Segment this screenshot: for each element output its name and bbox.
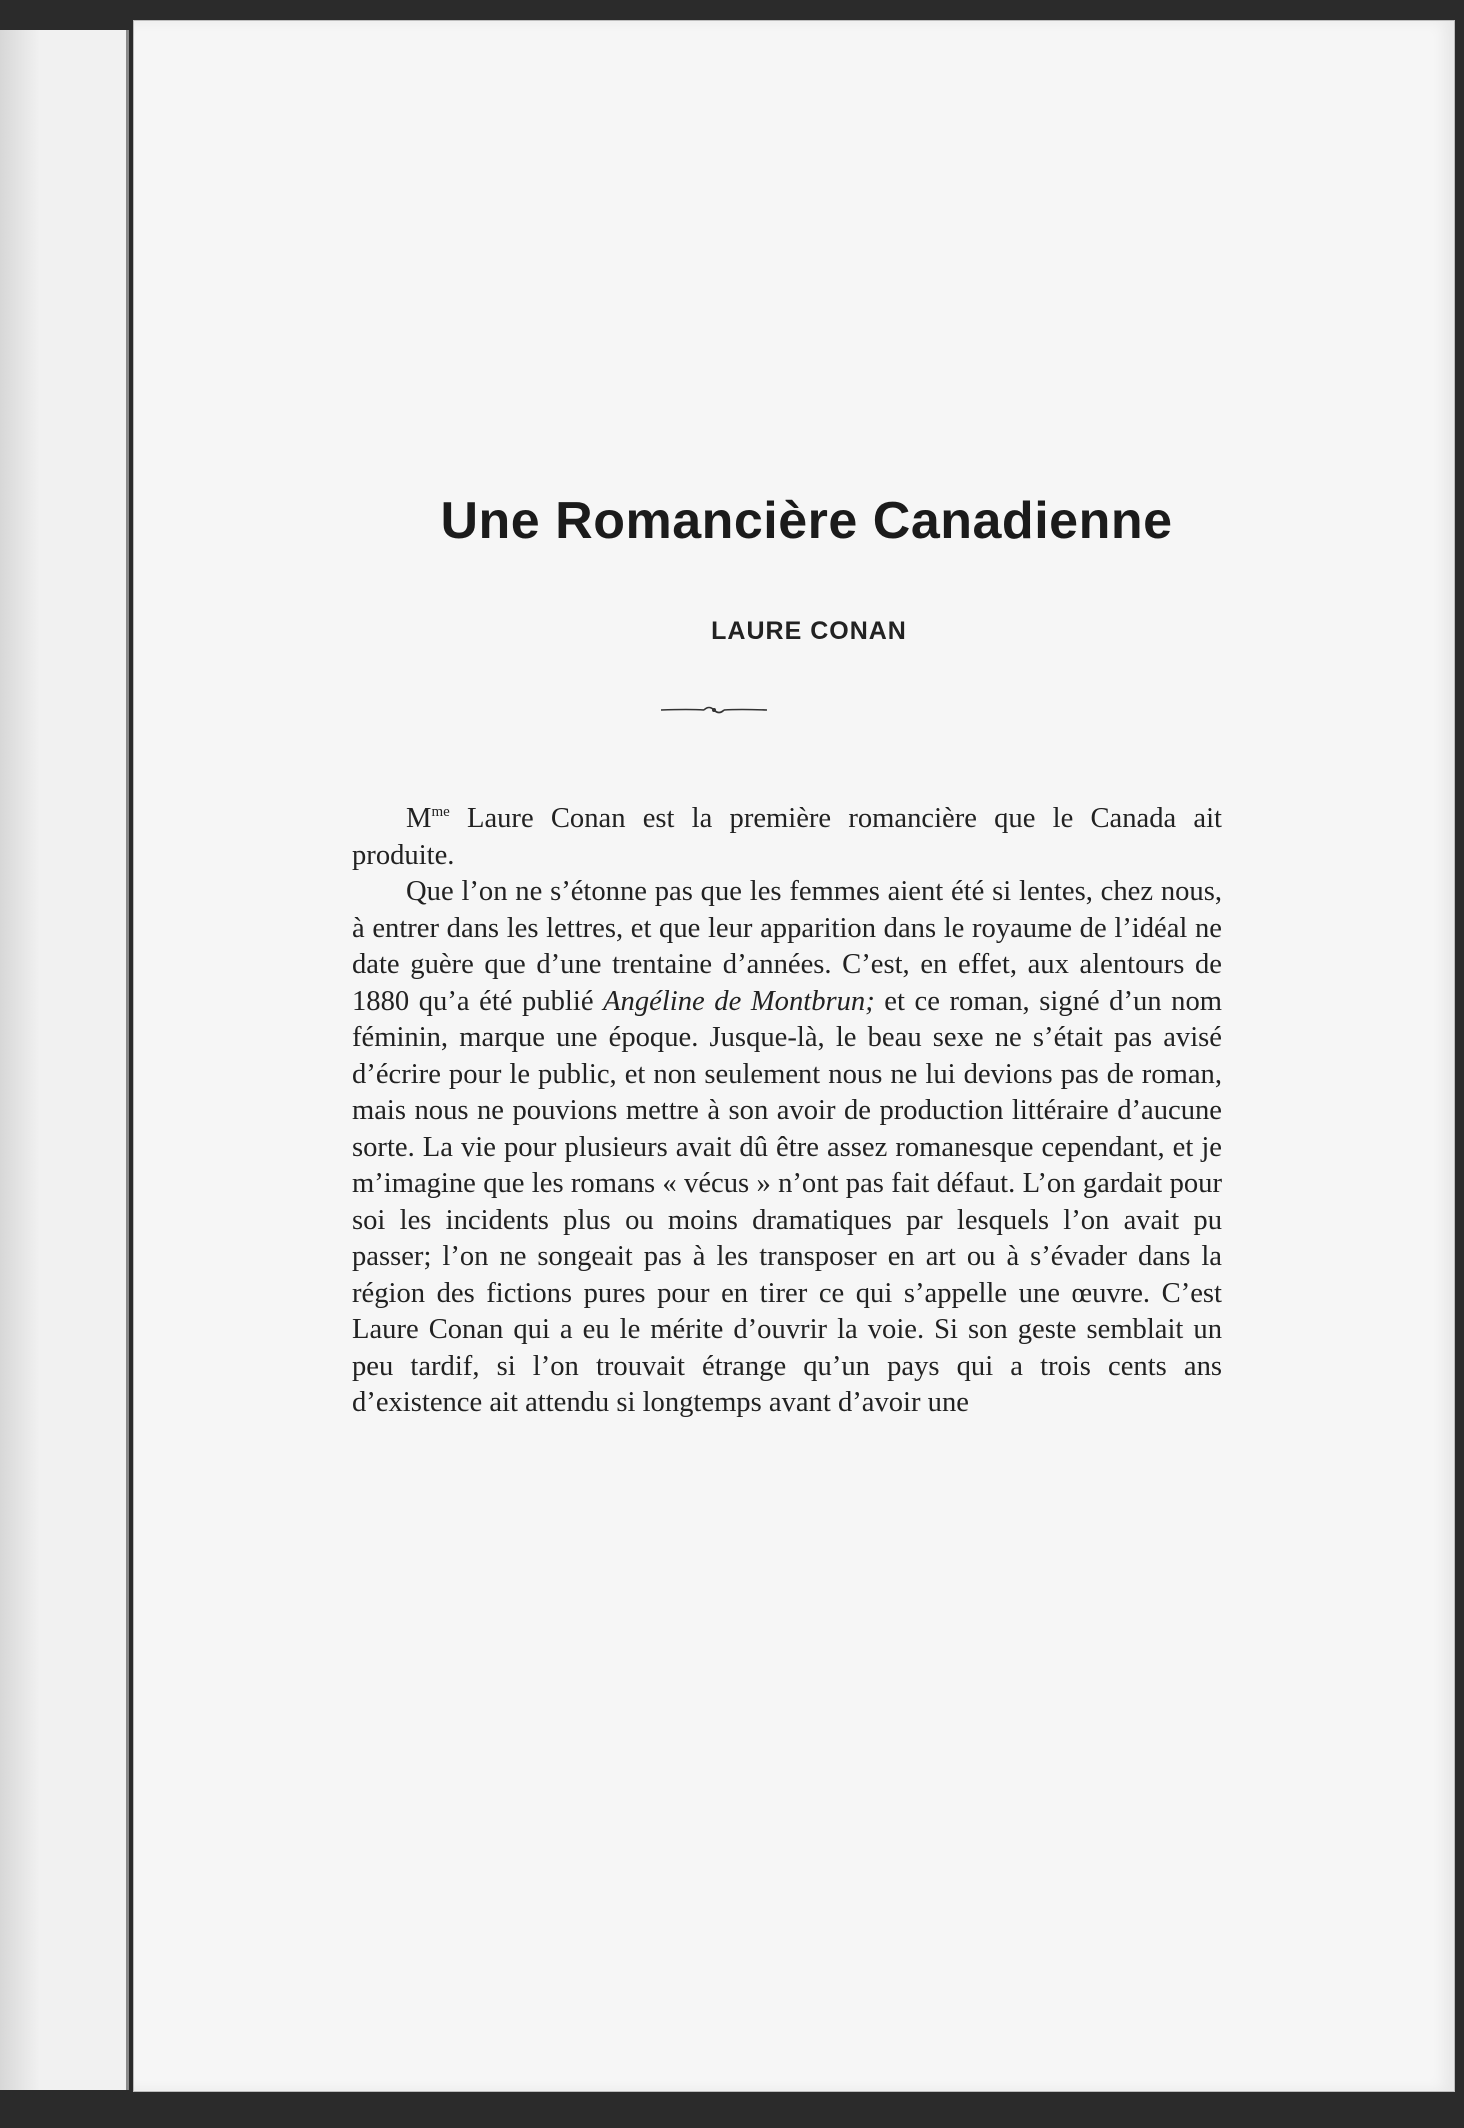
paragraph-2-text-a: Que l’on ne s’étonne pas que les femmes aient été si lentes, chez nous, à entrer dans les lettres, et que leur apparition dans le royaume de l’idéal ne date guère que d’une trentaine d’années. C’est, en effet, aux alentours de 1880 qu’a été publié (352, 876, 1222, 1017)
paragraph-1 (352, 801, 1222, 874)
article-body (352, 801, 1222, 1422)
honorific-abbrev: M (406, 803, 432, 834)
page-subtitle: LAURE CONAN (711, 617, 907, 645)
book-title-italic: Angéline de Montbrun; (603, 985, 875, 1017)
paragraph-2-text-b: et ce roman, signé d’un nom féminin, marque une époque. Jusque-là, le beau sexe ne s’était pas avisé d’écrire pour le public, et non seulement nous ne lui devions pas de roman, mais nous ne pouvions mettre à son avoir de production littéraire d’aucune sorte. La vie pour plusieurs avait dû être assez romanesque cependant, et je m’imagine que les romans « vécus » n’ont pas fait défaut. L’on gardait pour soi les incidents plus ou moins dramatiques par lesquels l’on avait pu passer; l’on ne songeait pas à les transposer en art ou à s’évader dans la région des fictions pures pour en tirer ce qui s’appelle une œuvre. C’est Laure Conan qui a eu le mérite d’ouvrir la voie. Si son geste semblait un peu tardif, si l’on trouvait étrange qu’un pays qui a trois cents ans d’existence ait attendu si longtemps avant d’avoir une (352, 985, 1222, 1418)
ornament-divider (659, 703, 769, 717)
paragraph-1-text: Laure Conan est la première romancière que le Canada ait produite. (352, 803, 1222, 871)
book-page (133, 20, 1455, 2092)
page-title: Une Romancière Canadienne (440, 492, 1173, 550)
facing-page-edge (0, 30, 129, 2090)
honorific-superscript: me (431, 804, 450, 820)
paragraph-2 (352, 874, 1222, 1422)
